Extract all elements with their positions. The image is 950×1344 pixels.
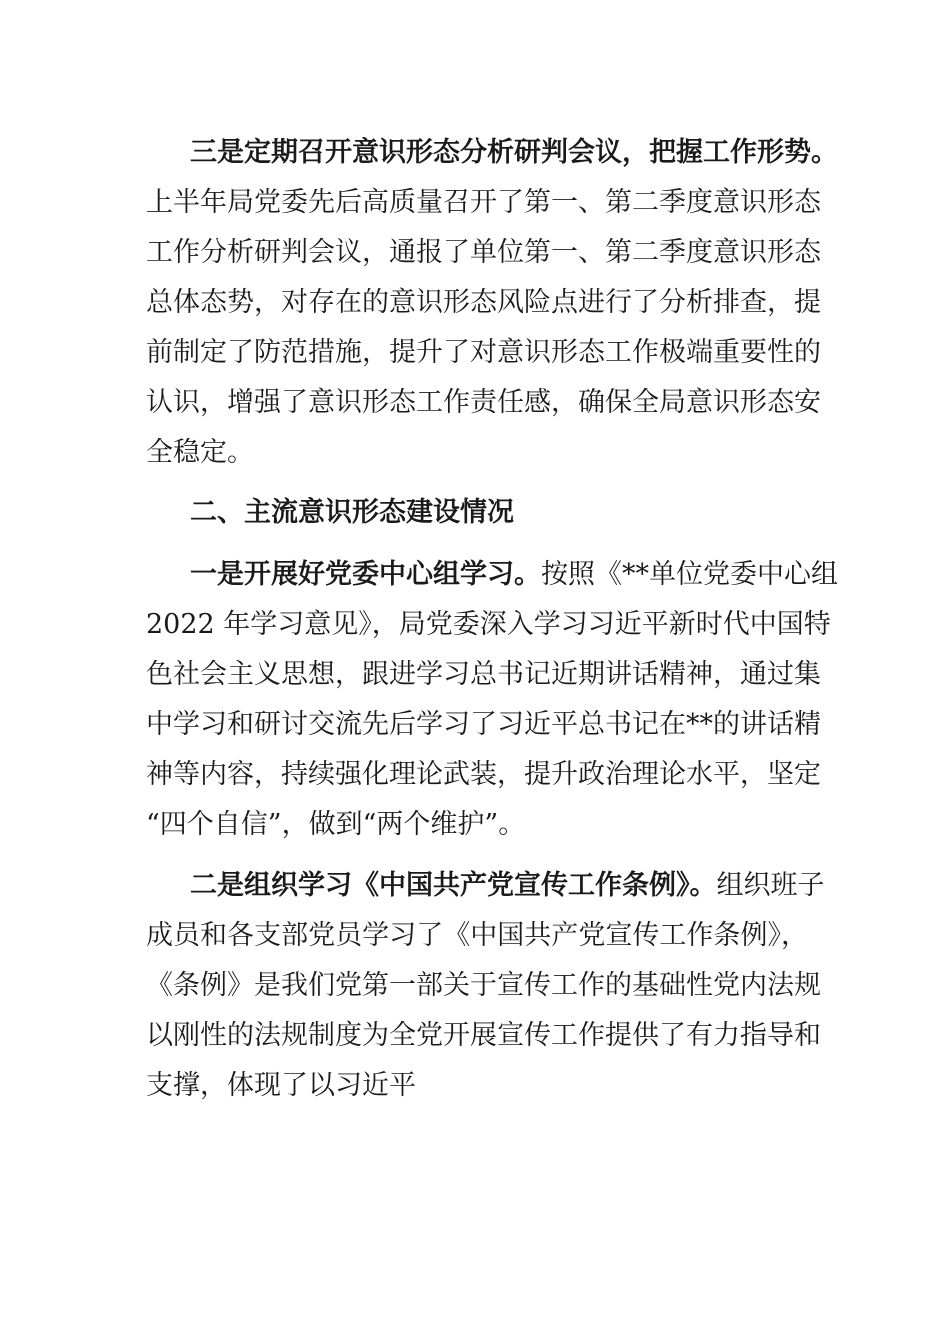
paragraph-3-bold-lead: 二是组织学习《中国共产党宣传工作条例》。 xyxy=(190,870,717,901)
paragraph-2-first-line-rest: 按照《**单位党委中心组 xyxy=(541,559,838,590)
paragraph-2-line-1: 2022 年学习意见》，局党委深入学习习近平新时代中国特 xyxy=(146,609,831,640)
paragraph-1-line-2: 工作分析研判会议，通报了单位第一、第二季度意识形态 xyxy=(146,237,821,268)
paragraph-3-line-3: 以刚性的法规制度为全党开展宣传工作提供了有力指导和 xyxy=(146,1020,821,1051)
paragraph-3-line-4: 支撑，体现了以习近平 xyxy=(146,1070,416,1101)
paragraph-3-line-1: 成员和各支部党员学习了《中国共产党宣传工作条例》， xyxy=(146,920,808,951)
paragraph-1-bold-lead: 三是定期召开意识形态分析研判会议，把握工作形势。 xyxy=(190,137,838,168)
paragraph-2-bold-lead: 一是开展好党委中心组学习。 xyxy=(190,559,541,590)
section-heading: 二、主流意识形态建设情况 xyxy=(190,497,514,528)
paragraph-1-line-3: 总体态势，对存在的意识形态风险点进行了分析排查，提 xyxy=(146,287,821,318)
paragraph-2-line-5: “四个自信”，做到“两个维护”。 xyxy=(146,809,526,840)
paragraph-3-first-line-rest: 组织班子 xyxy=(716,870,825,901)
paragraph-3-first-line xyxy=(190,866,825,906)
paragraph-1-line-1: 上半年局党委先后高质量召开了第一、第二季度意识形态 xyxy=(146,187,821,218)
paragraph-2-line-3: 中学习和研讨交流先后学习了习近平总书记在**的讲话精 xyxy=(146,709,821,740)
paragraph-3-line-2: 《条例》是我们党第一部关于宣传工作的基础性党内法规 xyxy=(146,970,821,1001)
paragraph-2-line-4: 神等内容，持续强化理论武装，提升政治理论水平，坚定 xyxy=(146,759,821,790)
paragraph-1-line-6: 全稳定。 xyxy=(146,437,254,468)
paragraph-1-line-4: 前制定了防范措施，提升了对意识形态工作极端重要性的 xyxy=(146,337,821,368)
paragraph-2-line-2: 色社会主义思想，跟进学习总书记近期讲话精神，通过集 xyxy=(146,659,821,690)
paragraph-2-first-line xyxy=(190,555,838,595)
paragraph-1-line-5: 认识，增强了意识形态工作责任感，确保全局意识形态安 xyxy=(146,387,821,418)
